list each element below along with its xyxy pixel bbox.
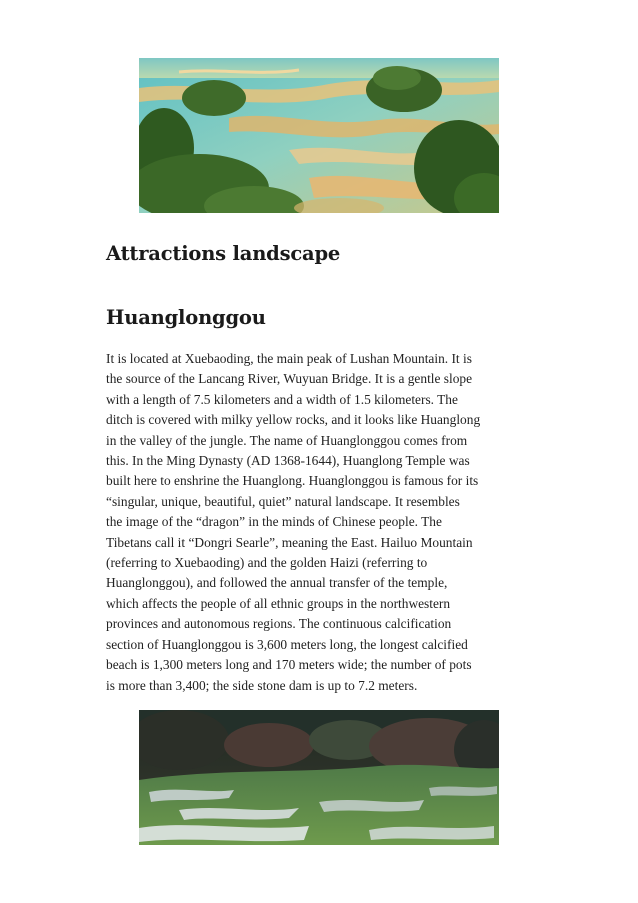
description-paragraph [106,349,531,696]
section-heading: Attractions landscape [106,242,341,265]
paragraph-line: with a length of 7.5 kilometers and a width of 1.5 kilometers. The [106,391,458,407]
paragraph-line: section of Huanglonggou is 3,600 meters long, the longest calcified [106,636,468,652]
paragraph-line: in the valley of the jungle. The name of Huanglonggou comes from [106,432,468,448]
paragraph-line: beach is 1,300 meters long and 170 meters wide; the number of pots [106,657,472,673]
paragraph-line: which affects the people of all ethnic groups in the northwestern [106,595,451,611]
paragraph-line: ditch is covered with milky yellow rocks, and it looks like Huanglong [106,412,481,428]
travertine-terraces-photo [139,58,499,213]
paragraph-line: Huanglonggou), and followed the annual transfer of the temple, [106,575,448,591]
paragraph-line: (referring to Xuebaoding) and the golden Haizi (referring to [106,555,428,571]
paragraph-line: is more than 3,400; the side stone dam is up to 7.2 meters. [106,677,418,693]
forest-pool-photo [139,710,499,845]
paragraph-line: Tibetans call it “Dongri Searle”, meaning the East. Hailuo Mountain [106,534,473,550]
place-heading: Huanglonggou [106,306,266,329]
paragraph-line: “singular, unique, beautiful, quiet” natural landscape. It resembles [106,493,460,509]
paragraph-line: built here to enshrine the Huanglong. Huanglonggou is famous for its [106,473,479,489]
paragraph-line: the source of the Lancang River, Wuyuan Bridge. It is a gentle slope [106,371,473,387]
paragraph-line: provinces and autonomous regions. The continuous calcification [106,616,452,632]
paragraph-line: It is located at Xuebaoding, the main peak of Lushan Mountain. It is [106,351,472,366]
paragraph-line: this. In the Ming Dynasty (AD 1368-1644), Huanglong Temple was [106,453,470,469]
paragraph-line: the image of the “dragon” in the minds of Chinese people. The [106,514,442,530]
